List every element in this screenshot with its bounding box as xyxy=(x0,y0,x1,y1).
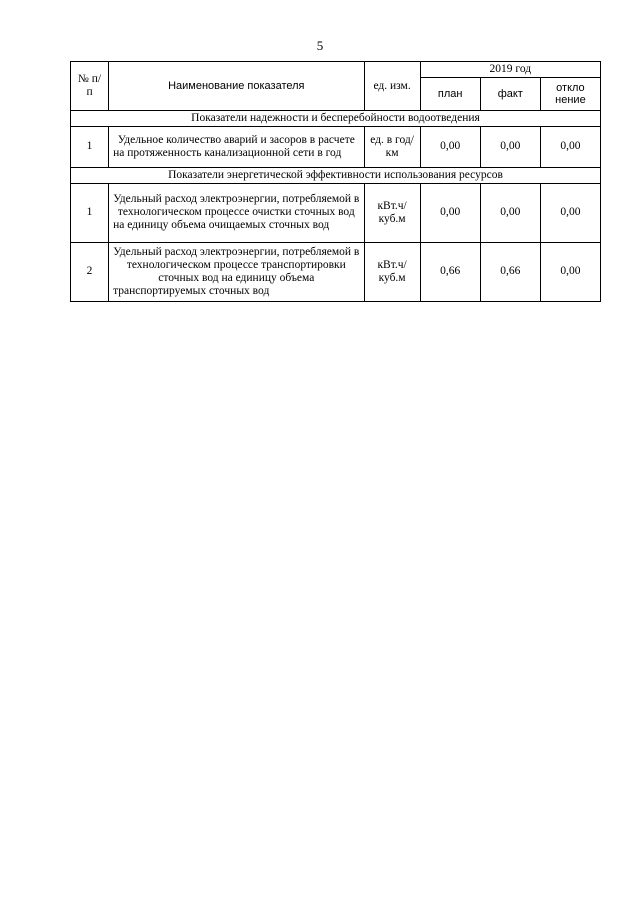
row-unit: кВт.ч/ куб.м xyxy=(364,183,420,242)
section-row-energy xyxy=(71,167,601,183)
header-fact: факт xyxy=(480,78,540,111)
row-num: 1 xyxy=(71,126,109,167)
header-unit: ед. изм. xyxy=(364,62,420,111)
row-name: Удельное количество аварий и засоров в расчете на протяженность канализационной сети в год xyxy=(109,126,364,167)
row-fact: 0,00 xyxy=(480,126,540,167)
section-row-reliability xyxy=(71,111,601,127)
header-deviation: откло нение xyxy=(540,78,600,111)
row-plan: 0,00 xyxy=(420,183,480,242)
row-deviation: 0,00 xyxy=(540,126,600,167)
table-row xyxy=(71,126,601,167)
row-name: Удельный расход электроэнергии, потребляемой в технологическом процессе транспортировки сточных вод на единицу объема транспортируемых сточных вод xyxy=(109,242,364,301)
row-num: 2 xyxy=(71,242,109,301)
header-year: 2019 год xyxy=(420,62,600,78)
row-unit: ед. в год/ км xyxy=(364,126,420,167)
row-deviation: 0,00 xyxy=(540,183,600,242)
row-plan: 0,66 xyxy=(420,242,480,301)
table-header-row xyxy=(71,62,601,78)
row-unit: кВт.ч/ куб.м xyxy=(364,242,420,301)
row-deviation: 0,00 xyxy=(540,242,600,301)
row-fact: 0,66 xyxy=(480,242,540,301)
header-plan: план xyxy=(420,78,480,111)
page-number: 5 xyxy=(316,38,324,53)
header-name: Наименование показателя xyxy=(109,62,364,111)
indicators-table xyxy=(70,61,601,302)
row-plan: 0,00 xyxy=(420,126,480,167)
row-name: Удельный расход электроэнергии, потребляемой в технологическом процессе очистки сточных вод на единицу объема очищаемых сточных вод xyxy=(109,183,364,242)
section-title: Показатели надежности и бесперебойности водоотведения xyxy=(71,111,601,127)
section-title: Показатели энергетической эффективности использования ресурсов xyxy=(71,167,601,183)
row-num: 1 xyxy=(71,183,109,242)
header-num: № п/п xyxy=(71,62,109,111)
table-row xyxy=(71,242,601,301)
table-row xyxy=(71,183,601,242)
row-fact: 0,00 xyxy=(480,183,540,242)
